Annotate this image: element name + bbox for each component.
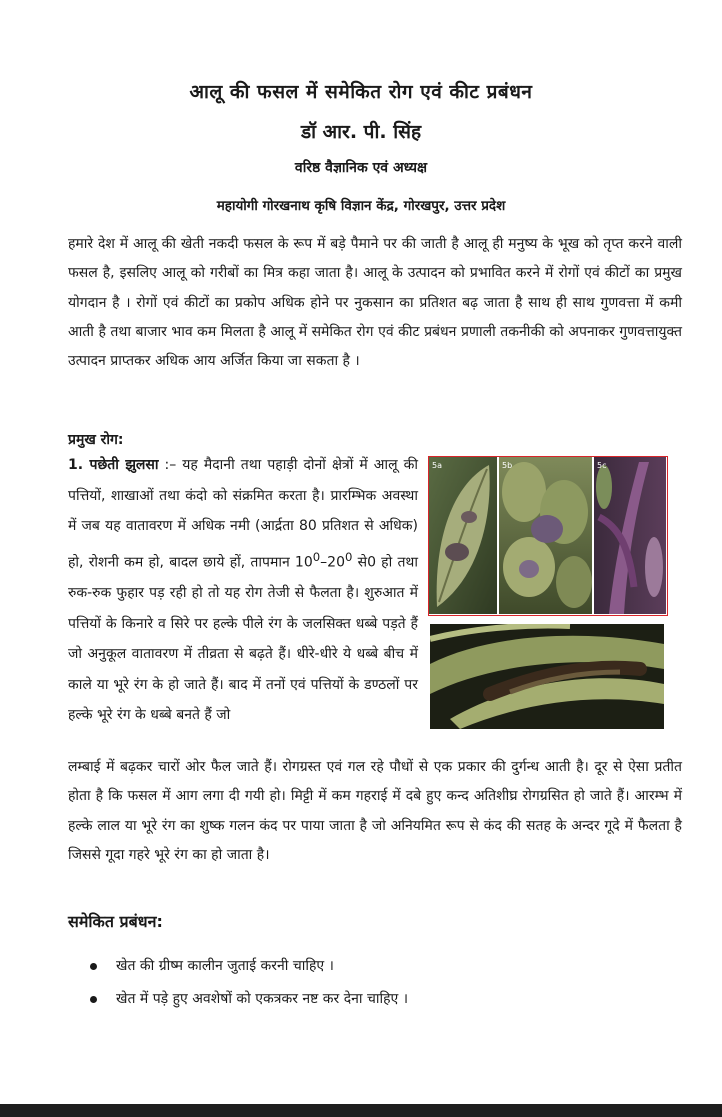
panel-label-5b: 5b (502, 461, 513, 470)
late-blight-text-b: से0 हो तथा रुक-रुक फुहार पड़ रही हो तो यह रोग तेजी से फैलता है। शुरुआत में पत्तियों के किनारे व सिरे पर हल्के पीले रंग के जलसिक्त धब्बे पड़ते हैं जो अनुकूल वातावरण में तीव्रता से बढ़ते हैं। धीरे-धीरे ये धब्बे बीच में काले या भूरे रंग के हो जाते हैं। बाद में तनों एवं पत्तियों के डण्ठलों पर हल्के भूरे रंग के धब्बे बनते हैं जो (68, 554, 418, 724)
infected-stem-photo (430, 624, 664, 729)
late-blight-continued: लम्बाई में बढ़कर चारों ओर फैल जाते हैं। रोगग्रस्त एवं गल रहे पौधों से एक प्रकार की दुर्गन्ध आती है। दूर से ऐसा प्रतीत होता है कि फसल में आग लगा दी गयी हो। मिट्टी में कम गहराई में दबे हुए कन्द अतिशीघ्र रोगग्रसित हो जाते हैं। आरम्भ में हल्के लाल या भूरे रंग का शुष्क गलन कंद पर पाया जाता है जो अनियमित रूप से कंद की सतह के अन्दर गूदे में फैलता है जिससे गूदा गहरे भूरे रंग का हो जाता है। (68, 759, 682, 864)
diseases-heading: प्रमुख रोग: (68, 432, 124, 448)
late-blight-text-a: यह मैदानी तथा पहाड़ी दोनों क्षेत्रों में आलू की पत्तियों, शाखाओं तथा कंदो को संक्रमित करता है। प्रारम्भिक अवस्था में जब यह वातावरण में अधिक नमी (आर्द्रता 80 प्रतिशत से अधिक) हो, रोशनी कम हो, बादल छाये हों, तापमान 10 (68, 457, 418, 571)
late-blight-photo-panel (428, 456, 668, 616)
degree-sup-1: 0 (312, 549, 321, 564)
author-designation: वरिष्ठ वैज्ञानिक एवं अध्यक्ष (294, 160, 428, 176)
leaf-symptom-photos (429, 457, 666, 614)
label-separator: :– (158, 457, 183, 473)
panel-label-5a: 5a (432, 461, 442, 470)
intro-paragraph: हमारे देश में आलू की खेती नकदी फसल के रूप में बड़े पैमाने पर की जाती है आलू ही मनुष्य के भूख को तृप्त करने वाली फसल है, इसलिए आलू को गरीबों का मित्र कहा जाता है। आलू के उत्पादन को प्रभावित करने में रोगों एवं कीटों का प्रमुख योगदान है । रोगों एवं कीटों का प्रकोप अधिक होने पर नुकसान का प्रतिशत बढ़ जाता है साथ ही साथ गुणवत्ता में कमी आती है तथा बाजार भाव कम मिलता है आलू में समेकित रोग एवं कीट प्रबंधन प्रणाली तकनीकी को अपनाकर गुणवत्तायुक्त उत्पादन प्राप्तकर अधिक आय अर्जित किया जा सकता है । (68, 236, 682, 370)
bottom-bar (0, 1104, 722, 1117)
management-heading: समेकित प्रबंधन: (68, 912, 163, 931)
management-list (86, 952, 408, 1018)
late-blight-paragraph (68, 450, 418, 731)
list-item: खेत की ग्रीष्म कालीन जुताई करनी चाहिए । (86, 952, 408, 985)
late-blight-label: 1. पछेती झुलसा (68, 457, 159, 473)
degree-sup-2: 0 (345, 549, 353, 564)
temperature-dash: –20 (320, 554, 345, 571)
institute-name: महायोगी गोरखनाथ कृषि विज्ञान केंद्र, गोरखपुर, उत्तर प्रदेश (216, 198, 506, 214)
stem-lesion-photo (430, 624, 664, 729)
author-name: डॉ आर. पी. सिंह (300, 121, 422, 143)
list-item: खेत में पड़े हुए अवशेषों को एकत्रकर नष्ट कर देना चाहिए । (86, 985, 408, 1018)
article-title: आलू की फसल में समेकित रोग एवं कीट प्रबंधन (189, 81, 533, 103)
panel-label-5c: 5c (597, 461, 607, 470)
